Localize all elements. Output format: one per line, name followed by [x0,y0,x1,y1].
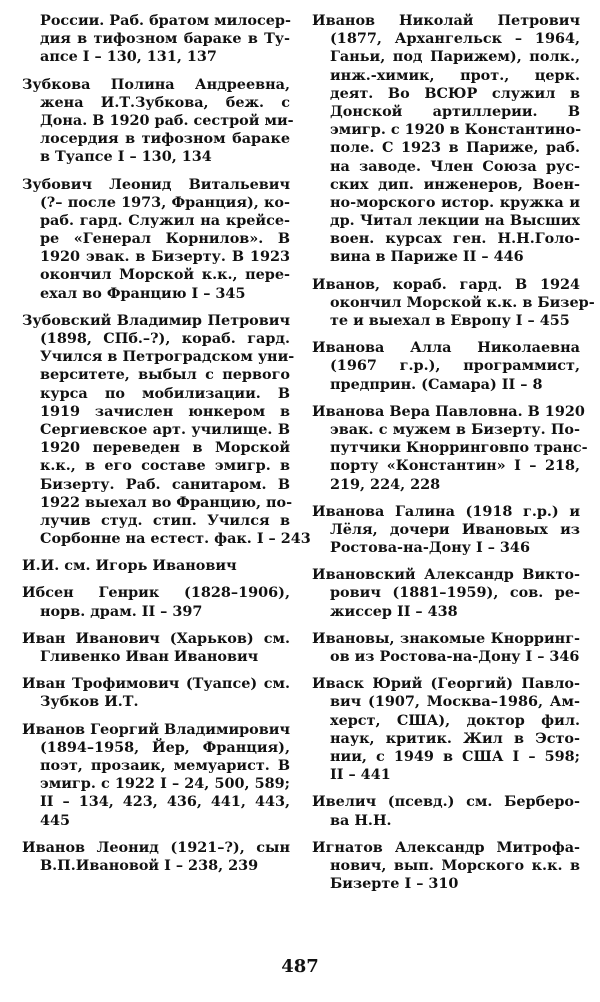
entry-heading-line: Иван Иванович (Харьков) см. [22,629,290,647]
entry-line: (1877, Архангельск – 1964, [330,30,580,48]
entry-line: те и выехал в Европу I – 455 [330,312,570,329]
entry-line: 1922 выехал во Францию, по- [40,493,293,511]
index-entry [312,566,580,621]
entry-line: Донской артиллерии. В [330,102,580,120]
entry-line: Сорбонне на естест. фак. I – 243 [40,530,311,548]
index-entry [312,793,580,829]
entry-heading-line: И.И. см. Игорь Иванович [22,557,237,575]
index-entry [22,584,290,620]
entry-line: верситете, выбыл с первого [40,366,290,384]
entry-line: апсе I – 130, 131, 137 [40,48,217,66]
entry-line: дия в тифозном бараке в Ту- [40,30,290,48]
entry-line: 1920 переведен в Морской [40,439,290,457]
index-entry [312,630,580,666]
entry-line: 1920 эвак. в Бизерту. В 1923 [40,248,290,266]
entry-line: вина в Париже II – 446 [330,248,524,266]
entry-line: лосердия в тифозном бараке [40,130,290,148]
entry-heading-line: Иванова Алла Николаевна [312,339,580,357]
entry-line: II – 134, 423, 436, 441, 443, [40,793,290,811]
entry-heading-line: Иванов Николай Петрович [312,12,580,29]
entry-line: Дона. В 1920 раб. сестрой ми- [40,111,294,129]
index-entry [22,176,290,303]
index-entry [22,12,290,67]
index-entry [312,339,580,394]
entry-line: Зубков И.Т. [40,693,139,711]
entry-heading-line: Иван Трофимович (Туапсе) см. [22,675,290,693]
index-entry [22,557,290,575]
index-entry [22,311,311,548]
entry-heading-line: Ивелич (псевд.) см. Берберо- [312,793,580,811]
entry-line: окончил Морской к.к., пере- [40,266,290,284]
entry-heading-line: Ибсен Генрик (1828–1906), [22,584,290,602]
entry-line: эмигр. с 1922 I – 24, 500, 589; [40,775,290,793]
left-column [22,12,311,884]
entry-line: херст, США), доктор фил. [330,711,580,729]
entry-line: окончил Морской к.к. в Бизер- [330,293,595,311]
entry-line: Ростова-на-Дону I – 346 [330,539,530,557]
entry-heading-line: Ивановы, знакомые Кнорринг- [312,629,580,647]
entry-line: 445 [40,811,71,829]
entry-line: эмигр. с 1920 в Константино- [330,121,582,139]
entry-heading-line: Игнатов Александр Митрофа- [312,838,580,856]
index-entry [22,630,290,666]
entry-line: деят. Во ВСЮР служил в [330,84,580,102]
entry-line: Учился в Петроградском уни- [40,348,295,366]
entry-line: воен. курсах ген. Н.Н.Голо- [330,230,580,248]
index-entry [312,839,580,894]
entry-line: норв. драм. II – 397 [40,602,203,620]
entry-line: II – 441 [330,766,391,784]
entry-heading-line: Зубкова Полина Андреевна, [22,75,290,93]
entry-line: (?– после 1973, Франция), ко- [40,193,290,211]
entry-line: (1898, СПб.–?), кораб. гард. [40,330,290,347]
entry-line: лучив студ. стип. Учился в [40,511,290,529]
index-entry [312,402,588,494]
entry-heading-line: Иванова Вера Павловна. В 1920 [312,402,585,420]
entry-heading-line: Иванов Леонид (1921–?), сын [22,838,290,856]
entry-line: ре «Генерал Корнилов». В [40,230,290,248]
entry-line: порту «Константин» I – 218, [330,457,580,475]
index-entry [22,675,290,711]
entry-line: нович, вып. Морского к.к. в [330,856,580,874]
entry-line: 1919 зачислен юнкером в [40,402,290,420]
entry-line: Бизерте I – 310 [330,875,459,893]
entry-line: 219, 224, 228 [330,475,441,493]
entry-line: предприн. (Самара) II – 8 [330,375,543,393]
entry-heading-line: Иванов, кораб. гард. В 1924 [312,275,580,293]
entry-line: (1894–1958, Йер, Франция), [40,738,290,756]
index-entry [312,503,580,558]
entry-line: Ганьи, под Парижем), полк., [330,48,580,66]
entry-line: жиссер II – 438 [330,602,458,620]
index-entry [22,75,294,167]
entry-line: на заводе. Член Союза рус- [330,157,580,175]
entry-line: нии, с 1949 в США I – 598; [330,747,580,765]
entry-line: путчики Кнорринговпо транс- [330,439,588,457]
index-entry [312,12,580,267]
entry-line: России. Раб. братом милосер- [40,12,291,29]
entry-line: рович (1881–1959), сов. ре- [330,584,580,602]
entry-line: курса по мобилизации. В [40,384,290,402]
index-entry [312,275,595,331]
entry-line: В.П.Ивановой I – 238, 239 [40,856,259,874]
entry-heading-line: Иванов Георгий Владимирович [22,720,290,738]
entry-line: ехал во Францию I – 345 [40,284,246,302]
index-entry [22,839,290,875]
entry-line: инж.-химик, прот., церк. [330,66,580,84]
index-entry [312,675,580,784]
entry-heading-line: Зубовский Владимир Петрович [22,311,290,329]
entry-line: ских дип. инженеров, Воен- [330,175,580,193]
entry-heading-line: Зубович Леонид Витальевич [22,175,290,193]
entry-line: Лёля, дочери Ивановых из [330,520,580,538]
entry-heading-line: Ивановский Александр Викто- [312,566,580,584]
entry-line: эвак. с мужем в Бизерту. По- [330,420,580,438]
entry-heading-line: Иванова Галина (1918 г.р.) и [312,502,580,520]
entry-line: Гливенко Иван Иванович [40,648,259,665]
entry-line: ва Н.Н. [330,811,392,829]
entry-line: Сергиевское арт. училище. В [40,420,290,438]
entry-line: жена И.Т.Зубкова, беж. с [40,93,290,111]
entry-line: но-морского истор. кружка и [330,193,580,211]
entry-line: наук, критик. Жил в Эсто- [330,729,580,747]
entry-line: (1967 г.р.), программист, [330,357,580,375]
entry-line: ов из Ростова-на-Дону I – 346 [330,648,580,665]
entry-line: др. Читал лекции на Высших [330,212,580,230]
right-column [312,12,595,902]
entry-line: вич (1907, Москва–1986, Ам- [330,693,580,711]
index-entry [22,721,290,830]
entry-line: поле. С 1923 в Париже, раб. [330,139,580,157]
entry-line: раб. гард. Служил на крейсе- [40,211,290,229]
entry-line: поэт, прозаик, мемуарист. В [40,756,290,774]
entry-line: в Туапсе I – 130, 134 [40,148,212,166]
page-number: 487 [281,956,319,977]
entry-heading-line: Иваск Юрий (Георгий) Павло- [312,675,580,693]
entry-line: к.к., в его составе эмигр. в [40,457,290,475]
entry-line: Бизерту. Раб. санитаром. В [40,475,290,493]
